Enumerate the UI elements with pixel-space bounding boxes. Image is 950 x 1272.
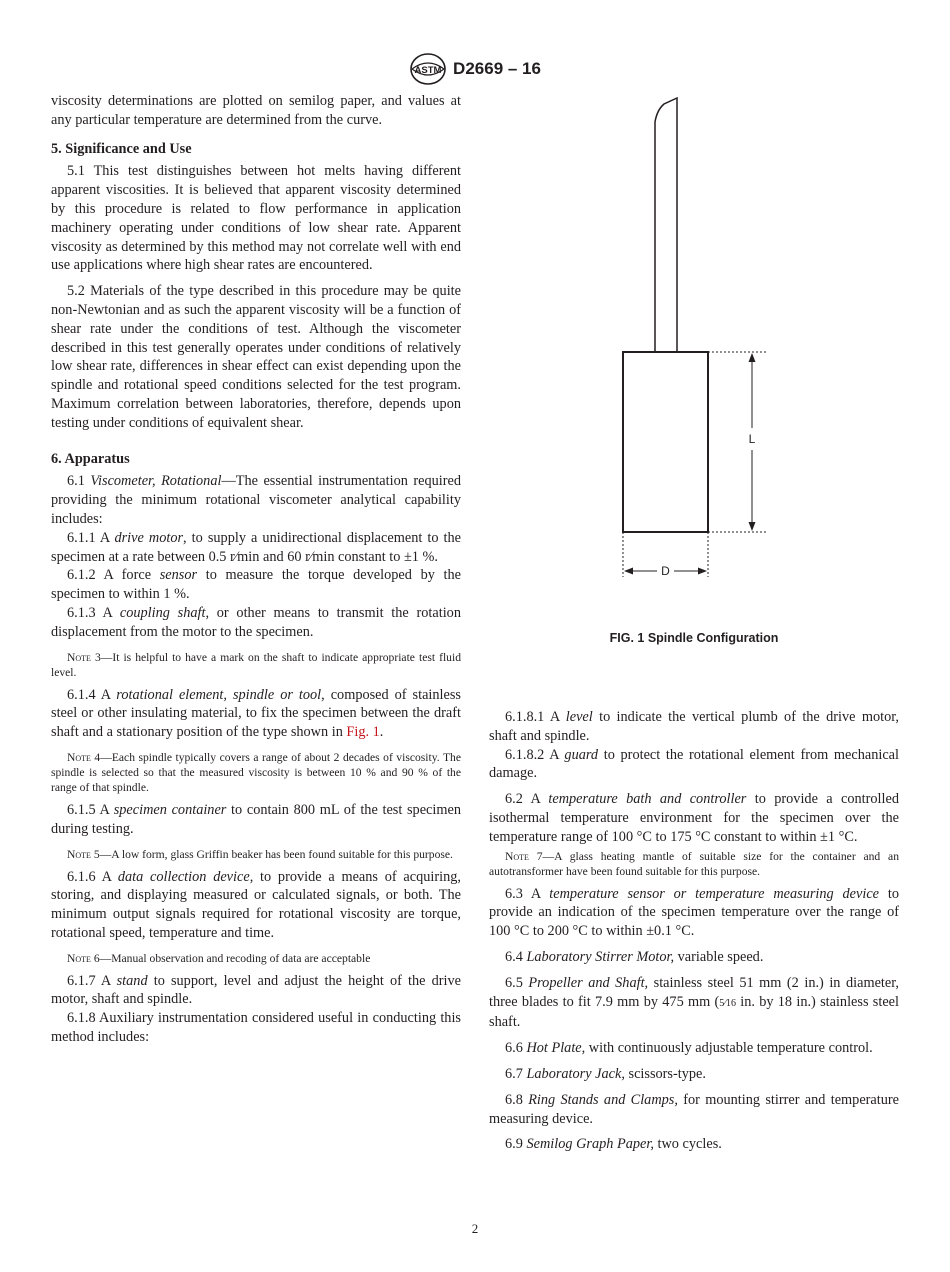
paragraph-5-2: 5.2 Materials of the type described in this procedure may be quite non-Newtonian and as such the apparent viscosity will be a function of shear rate under the conditions of test. Although the viscometer described in this test generally operates under conditions of relatively low shear rate, differences in shear effect can exist depending upon the spindle and rotational speed conditions selected for the test program. Maximum correlation between laboratories, therefore, depends upon testing under conditions of equivalent shear. bbox=[51, 283, 461, 431]
paragraph-6-9: 6.9 Semilog Graph Paper, two cycles. bbox=[505, 1136, 722, 1153]
document-id: D2669 – 16 bbox=[453, 59, 541, 78]
section-6-heading: 6. Apparatus bbox=[51, 450, 130, 467]
paragraph-6-2: 6.2 A temperature bath and controller to provide a controlled isothermal temperature environment for the specimen over the temperature range of 100 °C to 175 °C constant to within ±1 °C. bbox=[489, 791, 899, 845]
fig-1-link[interactable]: Fig. 1 bbox=[346, 724, 380, 741]
dimension-label-l: L bbox=[748, 432, 756, 446]
spindle-shaft bbox=[655, 98, 677, 352]
paragraph-6-1-8: 6.1.8 Auxiliary instrumentation considered useful in conducting this method includes: bbox=[51, 1010, 461, 1046]
spindle-body bbox=[623, 352, 708, 532]
paragraph-6-7: 6.7 Laboratory Jack, scissors-type. bbox=[505, 1065, 706, 1082]
dimension-label-d: D bbox=[661, 564, 670, 578]
figure-caption: FIG. 1 Spindle Configuration bbox=[609, 631, 779, 645]
paragraph-6-1-7: 6.1.7 A stand to support, level and adjust the height of the drive motor, shaft and spindle. bbox=[51, 972, 461, 1008]
paragraph-6-8: 6.8 Ring Stands and Clamps, for mounting stirrer and temperature measuring device. bbox=[489, 1091, 899, 1127]
paragraph-6-1-8-1: 6.1.8.1 A level to indicate the vertical plumb of the drive motor, shaft and spindle. bbox=[489, 709, 900, 744]
paragraph-6-1-8-2: 6.1.8.2 A guard to protect the rotational element from mechanical damage. bbox=[489, 746, 899, 782]
spindle-configuration-figure bbox=[560, 92, 790, 592]
paragraph-6-4: 6.4 Laboratory Stirrer Motor, variable speed. bbox=[505, 948, 764, 965]
paragraph-6-3: 6.3 A temperature sensor or temperature measuring device to provide an indication of the specimen temperature over the range of 100 °C to 200 °C to within ±0.1 °C. bbox=[489, 885, 899, 940]
paragraph-6-1-2: 6.1.2 A force sensor to measure the torque developed by the specimen to within 1 %. bbox=[51, 567, 461, 603]
page-header bbox=[0, 52, 950, 86]
paragraph-6-1: 6.1 Viscometer, Rotational—The essential instrumentation required providing the minimum rotational viscometer analytical capability includes: bbox=[51, 473, 461, 527]
paragraph-6-1-6: 6.1.6 A data collection device, to provide a means of acquiring, storing, and displaying measured or calculated signals, or both. The minimum output signals required for rotational viscosity are torque, rotational speed, temperature and time. bbox=[51, 868, 461, 941]
paragraph-6-1-5: 6.1.5 A specimen container to contain 800 mL of the test specimen during testing. bbox=[51, 801, 461, 837]
page-number: 2 bbox=[471, 1221, 479, 1236]
note-6: Note 6—Manual observation and recoding of data are acceptable bbox=[67, 951, 371, 965]
note-4: Note 4—Each spindle typically covers a range of about 2 decades of viscosity. The spindle is selected so that the measured viscosity is between 10 % and 90 % of the range of that spindle. bbox=[51, 750, 461, 794]
svg-text:ASTM: ASTM bbox=[414, 65, 442, 76]
astm-logo-icon bbox=[409, 52, 447, 86]
paragraph-6-6: 6.6 Hot Plate, with continuously adjustable temperature control. bbox=[505, 1040, 873, 1057]
left-column bbox=[51, 92, 461, 1047]
paragraph-5-1: 5.1 This test distinguishes between hot melts having different apparent viscosities. It is believed that apparent viscosity determined by this procedure is related to flow performance in application machinery operating under conditions of low shear rate. Apparent viscosity as determined by this method may not correlate well with end use applications where high shear rates are encountered. bbox=[51, 163, 461, 274]
note-7: Note 7—A glass heating mantle of suitable size for the container and an autotransformer have been found suitable for this purpose. bbox=[489, 849, 899, 878]
intro-paragraph: viscosity determinations are plotted on semilog paper, and values at any particular temperature are determined from the curve. bbox=[51, 93, 461, 128]
section-5-heading: 5. Significance and Use bbox=[51, 140, 192, 157]
note-5: Note 5—A low form, glass Griffin beaker has been found suitable for this purpose. bbox=[67, 847, 453, 861]
note-3: Note 3—It is helpful to have a mark on the shaft to indicate appropriate test fluid level. bbox=[51, 650, 461, 679]
paragraph-6-1-4: 6.1.4 A rotational element, spindle or tool, composed of stainless steel or other insulating material, to fix the specimen between the draft shaft and a stationary position of the type shown in Fig. 1. bbox=[51, 686, 461, 741]
paragraph-6-1-1: 6.1.1 A drive motor, to supply a unidirectional displacement to the specimen at a rate between 0.5 r⁄min and 60 r⁄min constant to ±1 %. bbox=[51, 529, 461, 565]
paragraph-6-5: 6.5 Propeller and Shaft, stainless steel 51 mm (2 in.) in diameter, three blades to fit 7.9 mm by 475 mm (5⁄16 in. by 18 in.) stainless steel shaft. bbox=[489, 974, 900, 1031]
right-column bbox=[489, 708, 899, 1154]
paragraph-6-1-3: 6.1.3 A coupling shaft, or other means to transmit the rotation displacement from the motor to the specimen. bbox=[51, 604, 461, 640]
